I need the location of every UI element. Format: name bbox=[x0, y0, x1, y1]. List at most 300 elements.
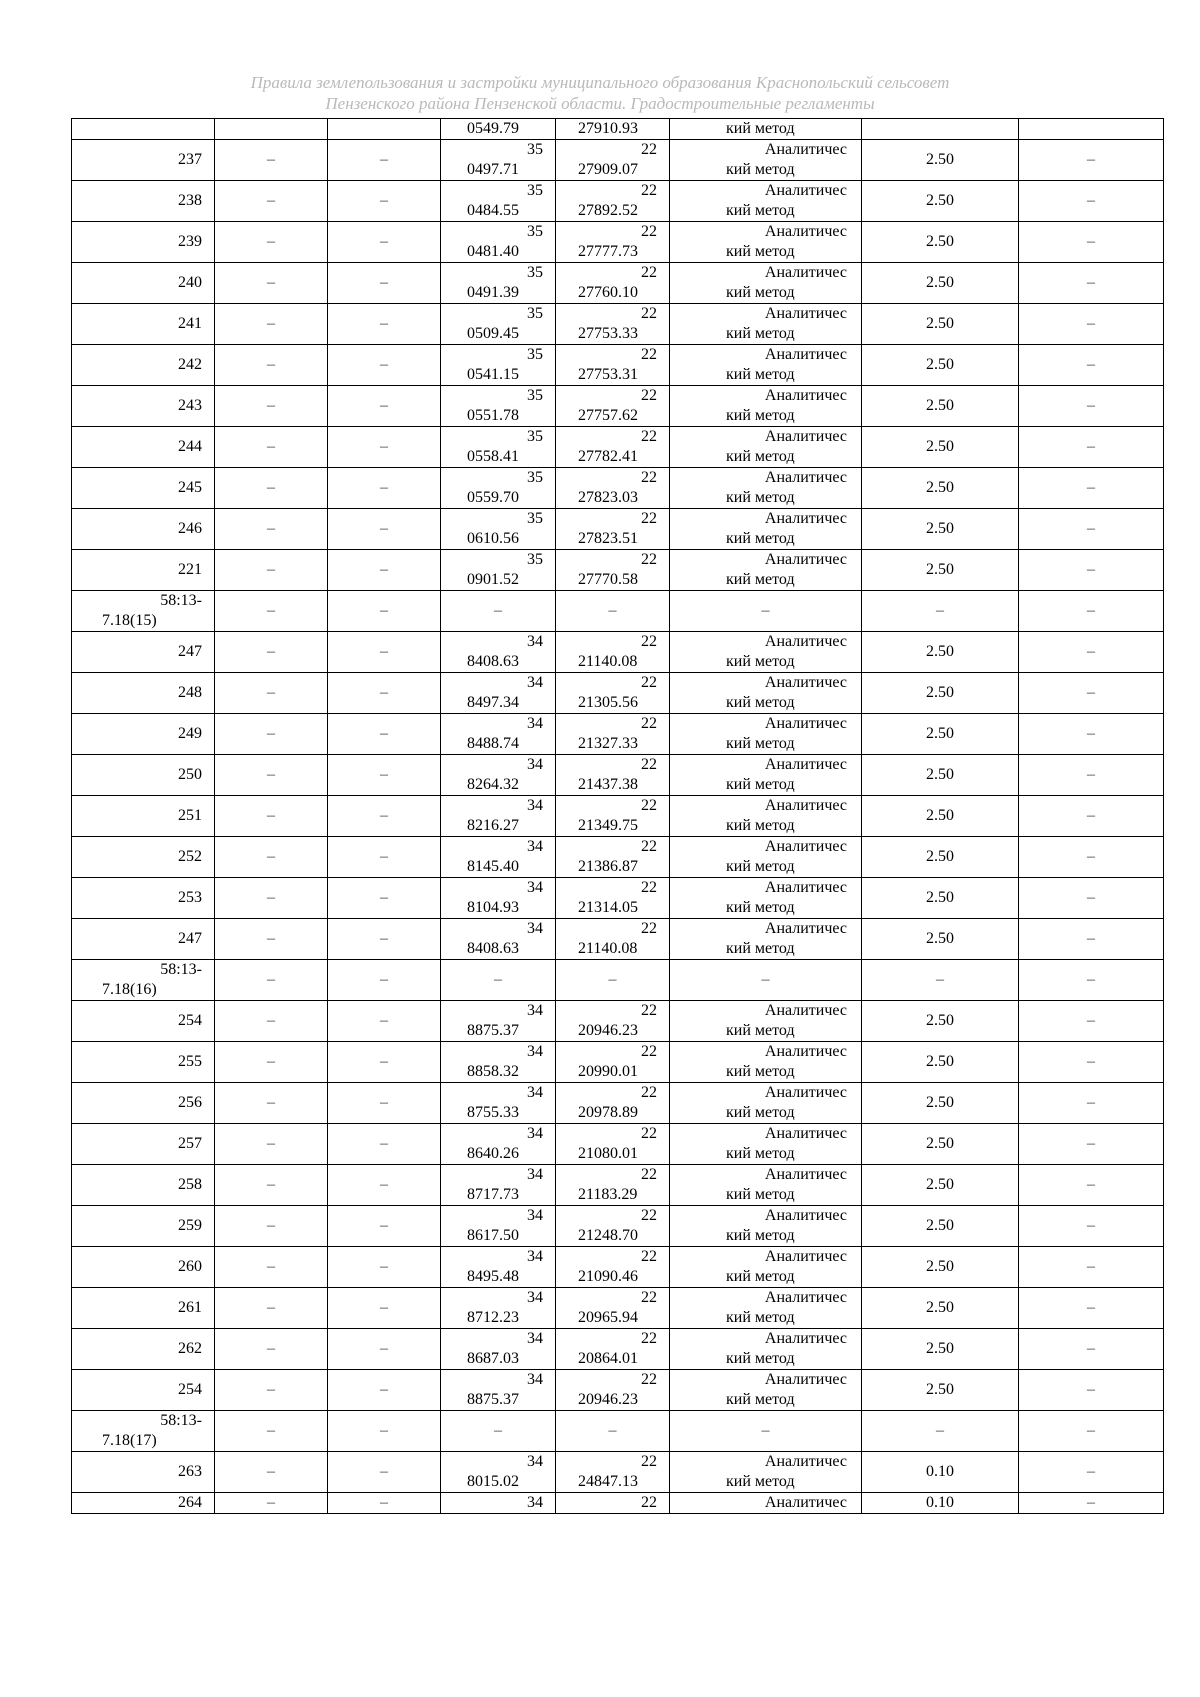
cell-x-top: 34 bbox=[527, 797, 543, 814]
cell-dash: – bbox=[670, 591, 862, 632]
cell-x-bottom: 8104.93 bbox=[467, 899, 519, 916]
cell-method-top: Аналитичес bbox=[764, 715, 847, 732]
cell-y-top: 22 bbox=[641, 182, 657, 199]
cell-method bbox=[670, 345, 862, 386]
cell-col3: – bbox=[328, 1083, 441, 1124]
cell-col8: – bbox=[1019, 1247, 1164, 1288]
cell-accuracy: 2.50 bbox=[862, 796, 1019, 837]
cell-method bbox=[670, 673, 862, 714]
cell-y bbox=[556, 140, 670, 181]
cell-id: 242 bbox=[72, 345, 215, 386]
cell-x-top: 34 bbox=[527, 1289, 543, 1306]
table-row bbox=[72, 1206, 1164, 1247]
cell-col2: – bbox=[215, 1247, 328, 1288]
cell-method-bottom: кий метод bbox=[726, 407, 795, 424]
cell-id: 253 bbox=[72, 878, 215, 919]
cell-y-bottom: 21327.33 bbox=[578, 735, 638, 752]
cell-dash: – bbox=[862, 1411, 1019, 1452]
cell-method-bottom: кий метод bbox=[726, 1063, 795, 1080]
cell-col8 bbox=[1019, 119, 1164, 140]
cell-col8: – bbox=[1019, 263, 1164, 304]
table-row bbox=[72, 632, 1164, 673]
cell-method-top: Аналитичес bbox=[764, 387, 847, 404]
cell-x bbox=[441, 1165, 556, 1206]
cell-y bbox=[556, 1124, 670, 1165]
cell-col8: – bbox=[1019, 140, 1164, 181]
cell-method-bottom: кий метод bbox=[726, 1186, 795, 1203]
cell-y bbox=[556, 1001, 670, 1042]
cell-y bbox=[556, 550, 670, 591]
table-row bbox=[72, 1165, 1164, 1206]
table-row bbox=[72, 386, 1164, 427]
cell-dash: – bbox=[1019, 1411, 1164, 1452]
cell-col2: – bbox=[215, 468, 328, 509]
cell-y-top: 22 bbox=[641, 1002, 657, 1019]
cell-col2: – bbox=[215, 796, 328, 837]
cell-id: 251 bbox=[72, 796, 215, 837]
cell-dash: – bbox=[328, 960, 441, 1001]
table-row bbox=[72, 1083, 1164, 1124]
cell-y-bottom: 27757.62 bbox=[578, 407, 638, 424]
cell-x-top: 34 bbox=[527, 1084, 543, 1101]
cell-col2: – bbox=[215, 181, 328, 222]
cell-col2: – bbox=[215, 427, 328, 468]
table-row bbox=[72, 673, 1164, 714]
coordinates-table bbox=[71, 118, 1164, 1514]
cell-y-bottom: 27760.10 bbox=[578, 284, 638, 301]
cell-col2: – bbox=[215, 1493, 328, 1514]
cell-col8: – bbox=[1019, 714, 1164, 755]
cell-x bbox=[441, 509, 556, 550]
method-tail: кий метод bbox=[726, 120, 795, 137]
cell-x bbox=[441, 1042, 556, 1083]
table-section-row bbox=[72, 1411, 1164, 1452]
table-section-row bbox=[72, 960, 1164, 1001]
cell-col3: – bbox=[328, 1042, 441, 1083]
cell-y bbox=[556, 632, 670, 673]
cell-method bbox=[670, 140, 862, 181]
cell-method-top: Аналитичес bbox=[764, 920, 847, 937]
page-header bbox=[0, 72, 1200, 114]
cell-method bbox=[670, 550, 862, 591]
cell-method-top: Аналитичес bbox=[764, 223, 847, 240]
cell-y-top: 22 bbox=[641, 1453, 657, 1470]
cell-y bbox=[556, 714, 670, 755]
table-row bbox=[72, 181, 1164, 222]
cell-method-bottom: кий метод bbox=[726, 653, 795, 670]
cell-col2: – bbox=[215, 673, 328, 714]
cell-y-bottom: 21140.08 bbox=[578, 653, 638, 670]
cell-x-top: 34 bbox=[527, 838, 543, 855]
cell-accuracy: 2.50 bbox=[862, 1206, 1019, 1247]
cell-col8: – bbox=[1019, 1370, 1164, 1411]
cell-x bbox=[441, 1001, 556, 1042]
cell-x bbox=[441, 386, 556, 427]
table-row bbox=[72, 1370, 1164, 1411]
cell-method-top: Аналитичес bbox=[764, 551, 847, 568]
table-row bbox=[72, 1329, 1164, 1370]
table-row bbox=[72, 919, 1164, 960]
cell-method bbox=[670, 919, 862, 960]
cell-y-top: 22 bbox=[641, 428, 657, 445]
cell-method bbox=[670, 1083, 862, 1124]
cell-col2: – bbox=[215, 1001, 328, 1042]
cell-col2: – bbox=[215, 1288, 328, 1329]
cell-y-top: 22 bbox=[641, 305, 657, 322]
cell-method bbox=[670, 1247, 862, 1288]
cell-accuracy: 2.50 bbox=[862, 837, 1019, 878]
cell-x-top: 35 bbox=[527, 510, 543, 527]
cell-x bbox=[441, 796, 556, 837]
cell-y-top: 22 bbox=[641, 223, 657, 240]
cell-accuracy: 2.50 bbox=[862, 263, 1019, 304]
cell-method bbox=[670, 509, 862, 550]
cell-col8: – bbox=[1019, 796, 1164, 837]
cell-y-top: 22 bbox=[641, 715, 657, 732]
cell-x-top: 34 bbox=[527, 674, 543, 691]
cell-col8: – bbox=[1019, 1329, 1164, 1370]
cell-method-bottom: кий метод bbox=[726, 817, 795, 834]
cell-y-bottom: 21248.70 bbox=[578, 1227, 638, 1244]
cell-x bbox=[441, 1124, 556, 1165]
cell-id: 261 bbox=[72, 1288, 215, 1329]
cell-section-id bbox=[72, 1411, 215, 1452]
table-row bbox=[72, 1247, 1164, 1288]
cell-col3: – bbox=[328, 714, 441, 755]
cell-method-bottom: кий метод bbox=[726, 366, 795, 383]
cell-method-top: Аналитичес bbox=[764, 1371, 847, 1388]
cell-col8: – bbox=[1019, 755, 1164, 796]
cell-x bbox=[441, 919, 556, 960]
cell-y-bottom: 27892.52 bbox=[578, 202, 638, 219]
cell-y bbox=[556, 468, 670, 509]
cell-y-bottom: 27753.31 bbox=[578, 366, 638, 383]
cell-x-bottom: 8717.73 bbox=[467, 1186, 519, 1203]
table-row bbox=[72, 345, 1164, 386]
cell-method bbox=[670, 181, 862, 222]
cell-method-bottom: кий метод bbox=[726, 448, 795, 465]
cell-method-top: Аналитичес bbox=[764, 305, 847, 322]
cell-y-top: 22 bbox=[641, 141, 657, 158]
cell-x bbox=[441, 468, 556, 509]
cell-y bbox=[556, 796, 670, 837]
cell-col3: – bbox=[328, 222, 441, 263]
cell-x bbox=[441, 837, 556, 878]
cell-col8: – bbox=[1019, 837, 1164, 878]
cell-method bbox=[670, 632, 862, 673]
cell-y-bottom: 21437.38 bbox=[578, 776, 638, 793]
cell-method-bottom: кий метод bbox=[726, 1309, 795, 1326]
cell-y-top: 22 bbox=[641, 510, 657, 527]
cell-method-bottom: кий метод bbox=[726, 1350, 795, 1367]
cell-x-bottom: 8264.32 bbox=[467, 776, 519, 793]
cell-y-top: 22 bbox=[641, 1494, 657, 1511]
cell-x-top: 34 bbox=[527, 1125, 543, 1142]
cell-y-top: 22 bbox=[641, 1084, 657, 1101]
cell-dash: – bbox=[556, 1411, 670, 1452]
cell-method-bottom: кий метод bbox=[726, 1145, 795, 1162]
header-line-1: Правила землепользования и застройки муниципального образования Краснопольский сельсовет bbox=[250, 73, 950, 92]
cell-method bbox=[670, 755, 862, 796]
cell-dash: – bbox=[670, 960, 862, 1001]
table-row bbox=[72, 222, 1164, 263]
cell-id: 254 bbox=[72, 1001, 215, 1042]
cell-x-top: 35 bbox=[527, 387, 543, 404]
cell-method-top: Аналитичес bbox=[764, 1207, 847, 1224]
cell-method-bottom: кий метод bbox=[726, 571, 795, 588]
cell-y-top: 22 bbox=[641, 1166, 657, 1183]
table-row bbox=[72, 796, 1164, 837]
cell-col8: – bbox=[1019, 878, 1164, 919]
cell-x-top: 34 bbox=[527, 633, 543, 650]
cell-id: 259 bbox=[72, 1206, 215, 1247]
cell-col3: – bbox=[328, 345, 441, 386]
cell-col3: – bbox=[328, 755, 441, 796]
cell-id: 255 bbox=[72, 1042, 215, 1083]
cell-x-top: 35 bbox=[527, 223, 543, 240]
cell-y bbox=[556, 304, 670, 345]
cell-dash: – bbox=[441, 1411, 556, 1452]
cell-col2: – bbox=[215, 1083, 328, 1124]
cell-x-bottom: 8755.33 bbox=[467, 1104, 519, 1121]
cell-y-bottom: 20978.89 bbox=[578, 1104, 638, 1121]
cell-x-bottom: 0901.52 bbox=[467, 571, 519, 588]
cell-x-bottom: 8216.27 bbox=[467, 817, 519, 834]
cell-x-bottom: 0558.41 bbox=[467, 448, 519, 465]
cell-id: 263 bbox=[72, 1452, 215, 1493]
cell-dash: – bbox=[862, 960, 1019, 1001]
cell-accuracy: 2.50 bbox=[862, 427, 1019, 468]
cell-y bbox=[556, 427, 670, 468]
table-row bbox=[72, 837, 1164, 878]
cell-x-top: 34 bbox=[527, 1371, 543, 1388]
cell-y-top: 22 bbox=[641, 1125, 657, 1142]
cell-method-top: Аналитичес bbox=[764, 1330, 847, 1347]
cell-id: 249 bbox=[72, 714, 215, 755]
cell-accuracy: 2.50 bbox=[862, 1042, 1019, 1083]
cell-method-bottom: кий метод bbox=[726, 161, 795, 178]
section-id-top: 58:13- bbox=[160, 592, 202, 609]
cell-method-top: Аналитичес bbox=[764, 469, 847, 486]
cell-y bbox=[556, 919, 670, 960]
cell-x-bottom: 8497.34 bbox=[467, 694, 519, 711]
cell-method bbox=[670, 1493, 862, 1514]
cell-col3: – bbox=[328, 468, 441, 509]
cell-y-bottom: 21080.01 bbox=[578, 1145, 638, 1162]
cell-col2: – bbox=[215, 878, 328, 919]
cell-col8: – bbox=[1019, 222, 1164, 263]
section-id-bottom: 7.18(15) bbox=[102, 612, 157, 629]
cell-x-bottom: 8145.40 bbox=[467, 858, 519, 875]
cell-id: 241 bbox=[72, 304, 215, 345]
cell-x bbox=[441, 427, 556, 468]
cell-method bbox=[670, 1288, 862, 1329]
cell-x-top: 35 bbox=[527, 305, 543, 322]
cell-y-bottom: 21183.29 bbox=[578, 1186, 638, 1203]
cell-y-bottom: 21140.08 bbox=[578, 940, 638, 957]
cell-accuracy: 2.50 bbox=[862, 1247, 1019, 1288]
cell-x-top: 35 bbox=[527, 264, 543, 281]
cell-col3: – bbox=[328, 1493, 441, 1514]
cell-col8: – bbox=[1019, 919, 1164, 960]
cell-col2: – bbox=[215, 1370, 328, 1411]
cell-x-bottom: 0484.55 bbox=[467, 202, 519, 219]
cell-x bbox=[441, 1452, 556, 1493]
cell-x bbox=[441, 222, 556, 263]
cell-x-top: 35 bbox=[527, 469, 543, 486]
cell-method-top: Аналитичес bbox=[764, 1166, 847, 1183]
cell-x-bottom: 8858.32 bbox=[467, 1063, 519, 1080]
cell-x-bottom: 0481.40 bbox=[467, 243, 519, 260]
cell-id bbox=[72, 119, 215, 140]
cell-col8: – bbox=[1019, 1288, 1164, 1329]
table-row bbox=[72, 1042, 1164, 1083]
table-row bbox=[72, 140, 1164, 181]
cell-col3: – bbox=[328, 837, 441, 878]
cell-y-top: 22 bbox=[641, 1330, 657, 1347]
cell-y-top: 22 bbox=[641, 879, 657, 896]
cell-y-bottom: 21386.87 bbox=[578, 858, 638, 875]
cell-col2: – bbox=[215, 304, 328, 345]
cell-id: 254 bbox=[72, 1370, 215, 1411]
cell-y-top: 22 bbox=[641, 387, 657, 404]
cell-dash: – bbox=[328, 1411, 441, 1452]
cell-col2: – bbox=[215, 1124, 328, 1165]
cell-method-top: Аналитичес bbox=[764, 633, 847, 650]
cell-y-bottom: 20864.01 bbox=[578, 1350, 638, 1367]
cell-id: 247 bbox=[72, 919, 215, 960]
cell-x bbox=[441, 1288, 556, 1329]
cell-dash: – bbox=[441, 960, 556, 1001]
cell-dash: – bbox=[556, 591, 670, 632]
cell-y-bottom: 21305.56 bbox=[578, 694, 638, 711]
cell-accuracy: 2.50 bbox=[862, 714, 1019, 755]
cell-method-top: Аналитичес bbox=[764, 346, 847, 363]
cell-x-bottom: 0610.56 bbox=[467, 530, 519, 547]
cell-col2 bbox=[215, 119, 328, 140]
cell-col2: – bbox=[215, 632, 328, 673]
cell-accuracy: 0.10 bbox=[862, 1493, 1019, 1514]
cell-method bbox=[670, 1042, 862, 1083]
cell-accuracy: 2.50 bbox=[862, 673, 1019, 714]
cell-method-top: Аналитичес bbox=[764, 879, 847, 896]
cell-dash: – bbox=[215, 1411, 328, 1452]
cell-accuracy: 2.50 bbox=[862, 1124, 1019, 1165]
cell-col8: – bbox=[1019, 1452, 1164, 1493]
table-section-row bbox=[72, 591, 1164, 632]
cell-col2: – bbox=[215, 263, 328, 304]
cell-col8: – bbox=[1019, 386, 1164, 427]
cell-method-bottom: кий метод bbox=[726, 489, 795, 506]
cell-col2: – bbox=[215, 550, 328, 591]
cell-y-top: 22 bbox=[641, 1043, 657, 1060]
cell-col8: – bbox=[1019, 632, 1164, 673]
cell-col2: – bbox=[215, 1042, 328, 1083]
cell-x-bottom: 8408.63 bbox=[467, 940, 519, 957]
cell-col8: – bbox=[1019, 427, 1164, 468]
cell-x bbox=[441, 673, 556, 714]
cell-y bbox=[556, 1370, 670, 1411]
table-row bbox=[72, 1288, 1164, 1329]
table-row bbox=[72, 714, 1164, 755]
cell-method-bottom: кий метод bbox=[726, 243, 795, 260]
table-row bbox=[72, 878, 1164, 919]
table-row bbox=[72, 263, 1164, 304]
cell-col2: – bbox=[215, 1206, 328, 1247]
cell-y bbox=[556, 1165, 670, 1206]
cell-method-bottom: кий метод bbox=[726, 1268, 795, 1285]
cell-x-bottom: 0497.71 bbox=[467, 161, 519, 178]
cell-accuracy: 2.50 bbox=[862, 386, 1019, 427]
cell-col8: – bbox=[1019, 673, 1164, 714]
table-row bbox=[72, 468, 1164, 509]
cell-col2: – bbox=[215, 386, 328, 427]
cell-x-top: 34 bbox=[527, 1207, 543, 1224]
cell-x bbox=[441, 1206, 556, 1247]
cell-accuracy: 2.50 bbox=[862, 919, 1019, 960]
cell-col8: – bbox=[1019, 1206, 1164, 1247]
cell-y-bottom: 27823.03 bbox=[578, 489, 638, 506]
cell-accuracy: 2.50 bbox=[862, 1165, 1019, 1206]
cell-col3: – bbox=[328, 1329, 441, 1370]
cell-accuracy: 2.50 bbox=[862, 632, 1019, 673]
cell-col3: – bbox=[328, 878, 441, 919]
cell-method-top: Аналитичес bbox=[764, 428, 847, 445]
cell-x-top: 35 bbox=[527, 346, 543, 363]
cell-x bbox=[441, 632, 556, 673]
cell-y bbox=[556, 1083, 670, 1124]
cell-x bbox=[441, 1083, 556, 1124]
cell-col3: – bbox=[328, 140, 441, 181]
cell-col3: – bbox=[328, 550, 441, 591]
cell-col8: – bbox=[1019, 1124, 1164, 1165]
cell-y-bottom: 20965.94 bbox=[578, 1309, 638, 1326]
cell-x-bottom: 8640.26 bbox=[467, 1145, 519, 1162]
cell-col8: – bbox=[1019, 509, 1164, 550]
cell-accuracy: 2.50 bbox=[862, 1083, 1019, 1124]
cell-y bbox=[556, 509, 670, 550]
cell-method bbox=[670, 1001, 862, 1042]
cell-id: 250 bbox=[72, 755, 215, 796]
cell-y-bottom: 27823.51 bbox=[578, 530, 638, 547]
table-row bbox=[72, 1124, 1164, 1165]
cell-col2: – bbox=[215, 1165, 328, 1206]
cell-dash: – bbox=[215, 960, 328, 1001]
cell-accuracy: 0.10 bbox=[862, 1452, 1019, 1493]
cell-accuracy: 2.50 bbox=[862, 181, 1019, 222]
cell-x-top: 34 bbox=[527, 920, 543, 937]
cell-x-bottom: 0491.39 bbox=[467, 284, 519, 301]
cell-id: 260 bbox=[72, 1247, 215, 1288]
cell-y-top: 22 bbox=[641, 633, 657, 650]
cell-method bbox=[670, 304, 862, 345]
cell-id: 257 bbox=[72, 1124, 215, 1165]
cell-col3: – bbox=[328, 181, 441, 222]
cell-accuracy: 2.50 bbox=[862, 345, 1019, 386]
cell-x bbox=[441, 1329, 556, 1370]
cell-col3: – bbox=[328, 386, 441, 427]
cell-x bbox=[441, 263, 556, 304]
cell-section-id bbox=[72, 960, 215, 1001]
cell-method-bottom: кий метод bbox=[726, 284, 795, 301]
cell-x-top: 34 bbox=[527, 1002, 543, 1019]
cell-method-top: Аналитичес bbox=[764, 1125, 847, 1142]
cell-x-bottom: 8495.48 bbox=[467, 1268, 519, 1285]
cell-id: 248 bbox=[72, 673, 215, 714]
table-body bbox=[72, 119, 1164, 1514]
cell-id: 240 bbox=[72, 263, 215, 304]
cell-y-bottom: 27753.33 bbox=[578, 325, 638, 342]
